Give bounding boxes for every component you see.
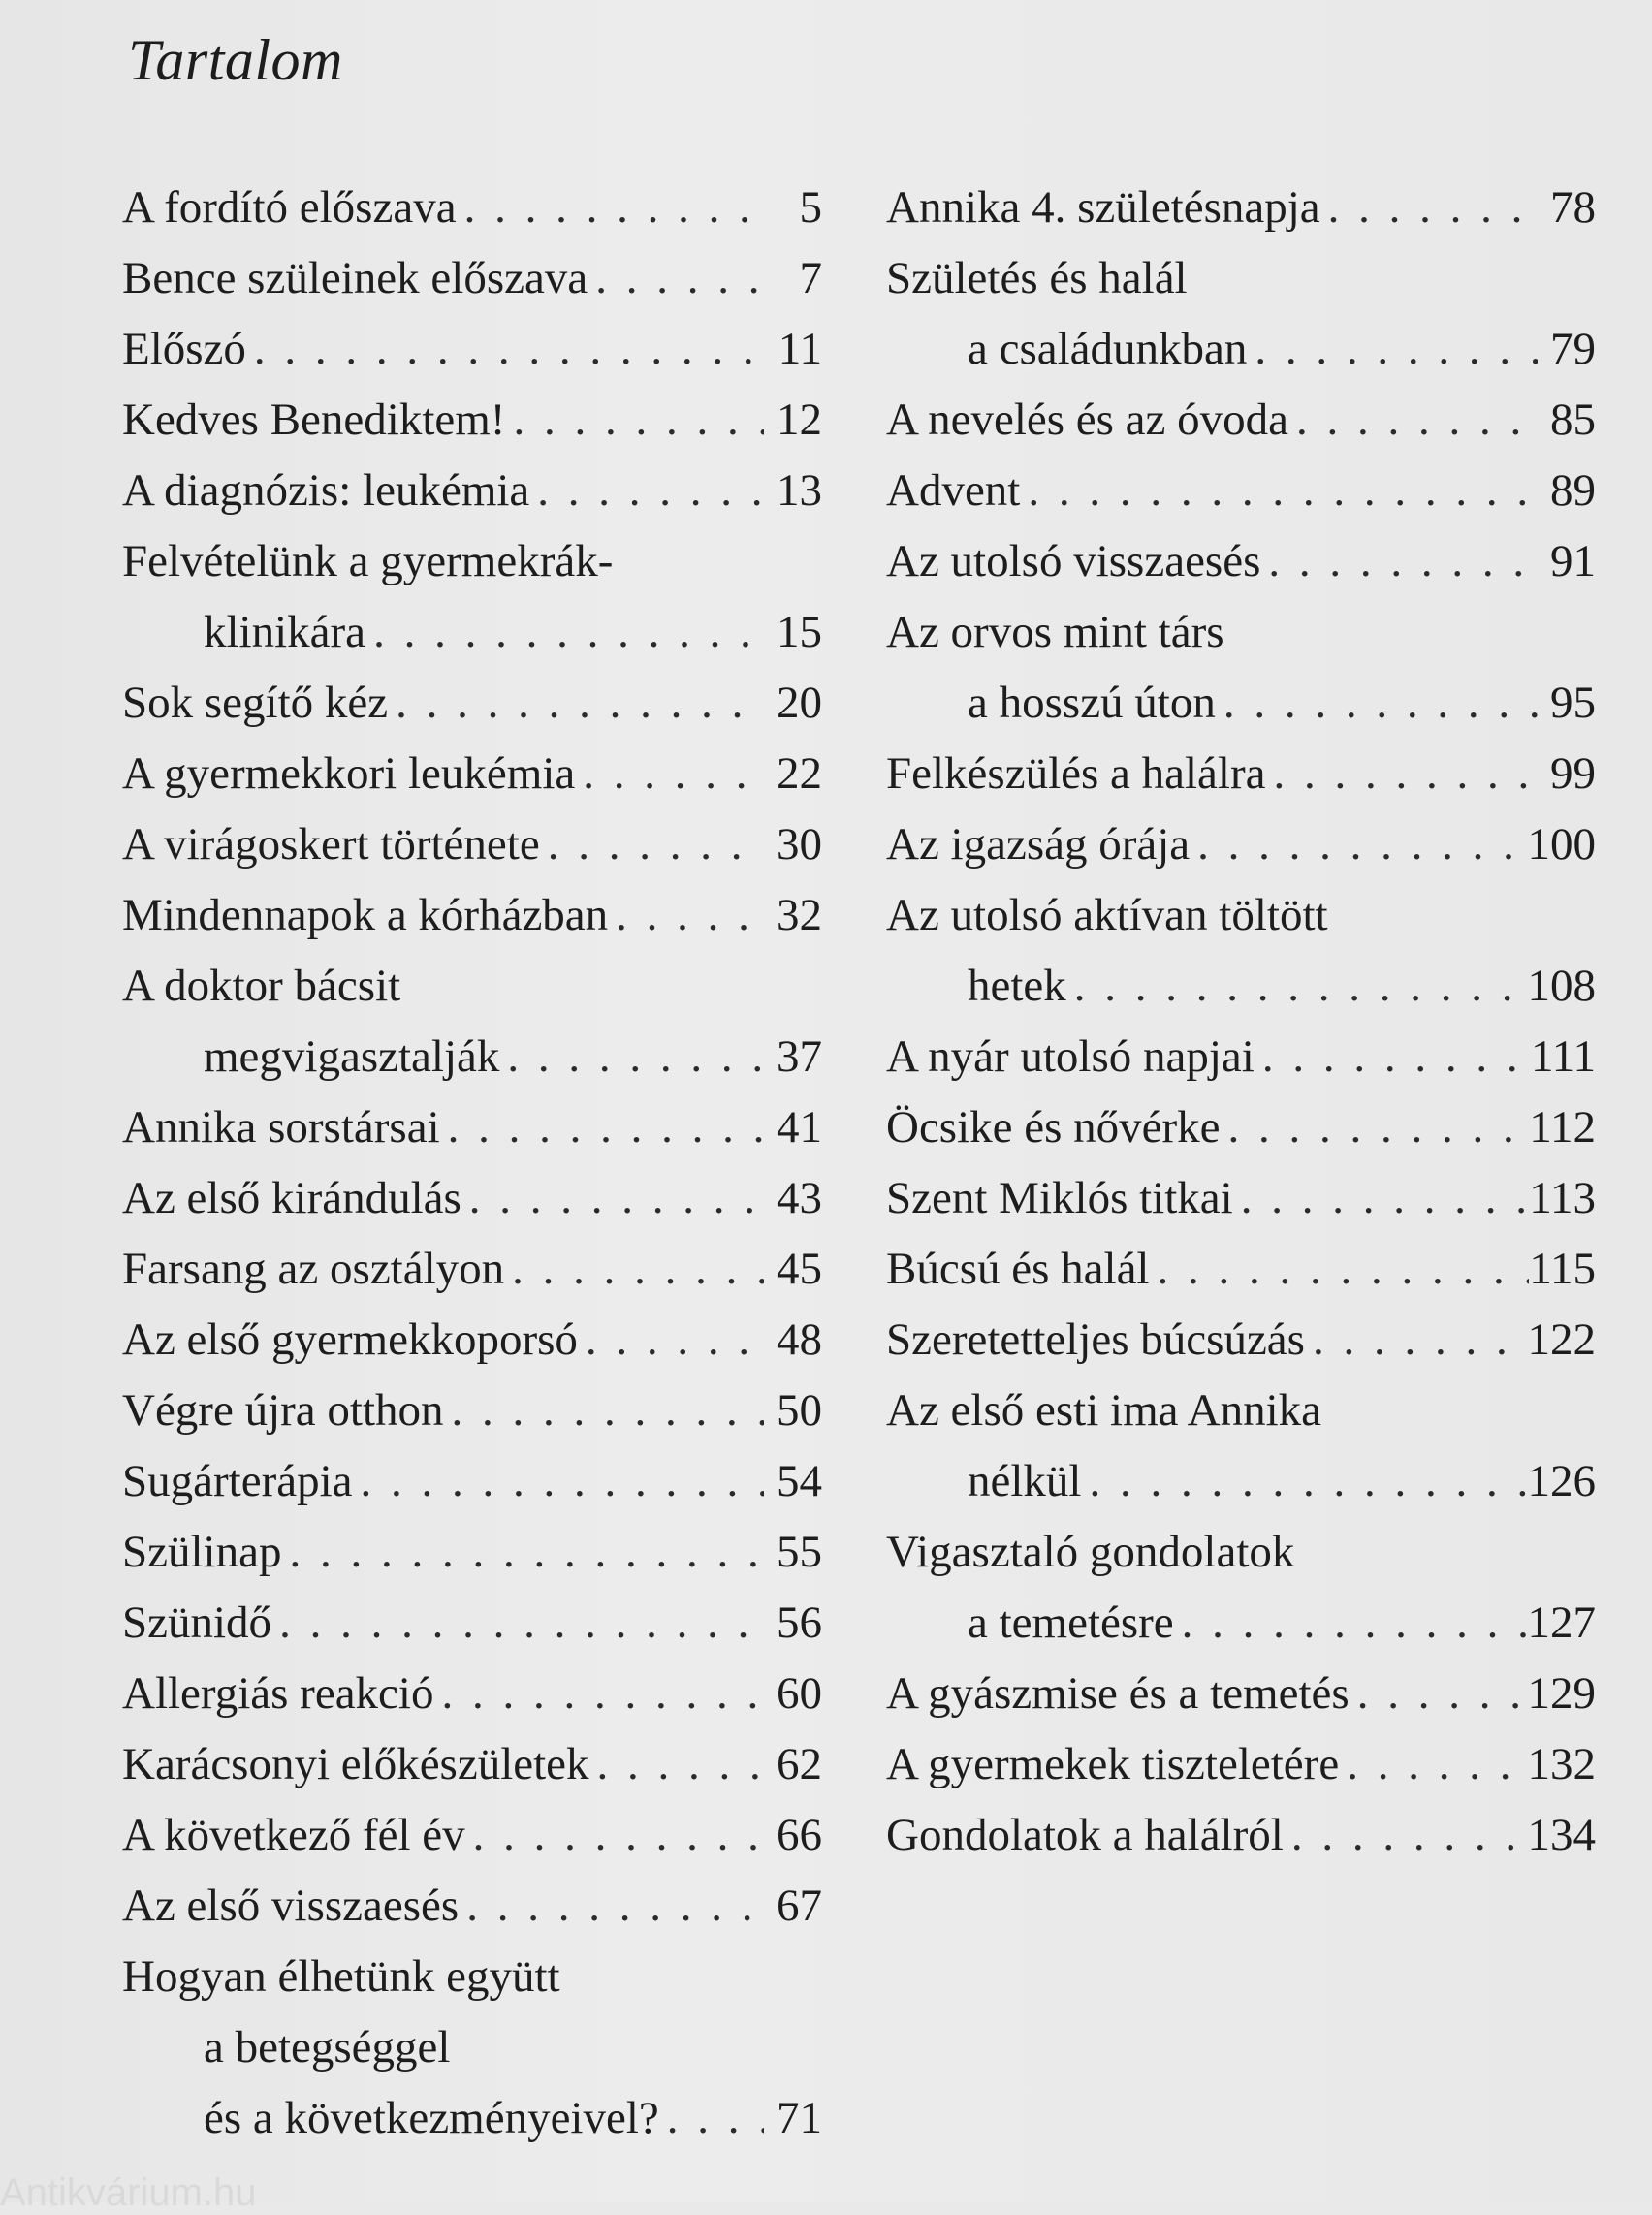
dot-leader — [1247, 314, 1538, 385]
dot-leader — [1305, 1305, 1528, 1376]
dot-leader — [659, 2083, 764, 2154]
toc-entry — [886, 1234, 1596, 1305]
dot-leader — [271, 1588, 764, 1659]
dot-leader — [1320, 173, 1538, 243]
toc-entry-title: és a következményeivel? — [204, 2093, 659, 2143]
toc-entry — [886, 526, 1596, 597]
dot-leader — [608, 880, 764, 951]
toc-entry — [886, 1517, 1596, 1659]
toc-page-number: 112 — [1529, 1102, 1596, 1153]
toc-entry — [122, 1305, 822, 1376]
toc-page-number: 7 — [799, 253, 822, 303]
toc-page-number: 95 — [1550, 678, 1596, 728]
toc-entry — [122, 1729, 822, 1800]
toc-page-number: 66 — [777, 1810, 822, 1860]
toc-entry — [122, 1517, 822, 1588]
toc-page-number: 48 — [777, 1314, 822, 1365]
toc-entry-title: Bence szüleinek előszava — [122, 253, 588, 303]
dot-leader — [1174, 1588, 1528, 1659]
toc-page-number: 127 — [1527, 1598, 1596, 1648]
toc-entry-line — [122, 1163, 822, 1234]
toc-entry-title: Kedves Benediktem! — [122, 395, 506, 445]
toc-entry — [122, 1234, 822, 1305]
dot-leader — [461, 1163, 764, 1234]
toc-page-number: 13 — [777, 465, 822, 516]
toc-page-number: 20 — [777, 678, 822, 728]
toc-entry-line — [122, 1659, 822, 1729]
toc-entry-line — [886, 1022, 1596, 1092]
toc-entry — [122, 880, 822, 951]
toc-entry — [886, 456, 1596, 526]
toc-entry-line — [122, 173, 822, 243]
toc-entry-title: hetek — [968, 961, 1066, 1011]
toc-page-number: 32 — [777, 890, 822, 940]
toc-entry — [886, 173, 1596, 243]
toc-entry — [122, 1800, 822, 1871]
toc-entry-line — [886, 1234, 1596, 1305]
toc-entry — [122, 456, 822, 526]
toc-entry-line — [122, 1729, 822, 1800]
toc-entry — [122, 243, 822, 314]
toc-page-number: 85 — [1550, 395, 1596, 445]
toc-entry-line — [122, 1871, 822, 1942]
toc-entry-title: klinikára — [204, 607, 366, 657]
toc-entry — [122, 809, 822, 880]
toc-page-number: 54 — [777, 1456, 822, 1506]
toc-entry-title: Mindennapok a kórházban — [122, 890, 609, 940]
toc-entry-title: A gyermekek tiszteletére — [886, 1739, 1340, 1789]
toc-entry-title: Az első gyermekkoporsó — [122, 1314, 578, 1365]
dot-leader — [1266, 739, 1539, 809]
toc-entry-line — [886, 880, 1596, 951]
toc-entry — [886, 385, 1596, 456]
toc-page-number: 60 — [777, 1668, 822, 1719]
toc-page-number: 78 — [1550, 182, 1596, 233]
dot-leader — [433, 1659, 764, 1729]
toc-entry-line — [122, 243, 822, 314]
toc-entry-title: Az orvos mint társ — [886, 607, 1224, 657]
dot-leader — [504, 1234, 764, 1305]
toc-entry-line — [122, 1305, 822, 1376]
toc-entry-title: A gyermekkori leukémia — [122, 748, 576, 799]
toc-page-number: 79 — [1550, 324, 1596, 374]
toc-page-number: 99 — [1550, 748, 1596, 799]
page-title: Tartalom — [128, 28, 343, 92]
toc-entry-line — [122, 1376, 822, 1446]
toc-page-number: 45 — [777, 1244, 822, 1294]
toc-entry-title: Szülinap — [122, 1527, 282, 1577]
dot-leader — [1020, 456, 1538, 526]
toc-entry-line — [886, 1305, 1596, 1376]
toc-entry-title: A nevelés és az óvoda — [886, 395, 1289, 445]
toc-entry — [886, 1163, 1596, 1234]
toc-entry — [886, 880, 1596, 1022]
dot-leader — [465, 1800, 764, 1871]
toc-entry-line — [886, 1800, 1596, 1871]
toc-page-number: 71 — [777, 2093, 822, 2143]
toc-entry-title: Az első kirándulás — [122, 1173, 461, 1223]
toc-entry — [122, 739, 822, 809]
toc-entry-title: Szeretetteljes búcsúzás — [886, 1314, 1305, 1365]
toc-page-number: 15 — [777, 607, 822, 657]
toc-page-number: 113 — [1529, 1173, 1596, 1223]
toc-entry-line — [122, 1234, 822, 1305]
toc-entry-line — [122, 314, 822, 385]
toc-page-number: 22 — [777, 748, 822, 799]
toc-entry-title: A nyár utolsó napjai — [886, 1031, 1255, 1082]
dot-leader — [281, 1517, 764, 1588]
toc-entry-line — [886, 1446, 1596, 1517]
toc-entry — [122, 1659, 822, 1729]
toc-page-number: 108 — [1527, 961, 1596, 1011]
toc-entry-title: Az első esti ima Annika — [886, 1385, 1322, 1436]
toc-entry-line — [122, 456, 822, 526]
toc-entry-line — [122, 668, 822, 739]
toc-entry-line — [886, 1729, 1596, 1800]
dot-leader — [1288, 385, 1538, 456]
toc-page-number: 5 — [799, 182, 822, 233]
toc-page-number: 67 — [777, 1881, 822, 1931]
dot-leader — [540, 809, 764, 880]
toc-entry — [886, 1022, 1596, 1092]
toc-page-number: 100 — [1527, 819, 1596, 870]
dot-leader — [1190, 809, 1527, 880]
toc-entry-title: Hogyan élhetünk együtt — [122, 1951, 560, 2002]
toc-page-number: 50 — [777, 1385, 822, 1436]
dot-leader — [578, 1305, 764, 1376]
toc-entry-line — [122, 2083, 822, 2154]
toc-page-number: 91 — [1550, 536, 1596, 586]
toc-entry — [122, 385, 822, 456]
toc-entry — [122, 1092, 822, 1163]
dot-leader — [529, 456, 764, 526]
toc-entry-title: a hosszú úton — [968, 678, 1216, 728]
toc-page-number: 126 — [1527, 1456, 1596, 1506]
toc-entry-line — [886, 314, 1596, 385]
toc-entry — [886, 1729, 1596, 1800]
toc-entry — [886, 809, 1596, 880]
toc-entry — [886, 1305, 1596, 1376]
toc-page-number: 62 — [777, 1739, 822, 1789]
toc-entry — [886, 1659, 1596, 1729]
toc-entry — [886, 1376, 1596, 1517]
toc-right-column — [886, 173, 1596, 1871]
dot-leader — [1221, 1092, 1530, 1163]
toc-entry — [122, 314, 822, 385]
toc-page-number: 122 — [1527, 1314, 1596, 1365]
toc-entry-line — [122, 597, 822, 668]
toc-entry-line — [886, 385, 1596, 456]
toc-entry — [122, 173, 822, 243]
toc-entry-line — [122, 1517, 822, 1588]
toc-entry — [886, 1800, 1596, 1871]
toc-page-number: 129 — [1527, 1668, 1596, 1719]
toc-entry-line — [886, 1659, 1596, 1729]
dot-leader — [457, 173, 764, 243]
dot-leader — [1150, 1234, 1530, 1305]
dot-leader — [588, 243, 764, 314]
toc-entry-line — [886, 243, 1596, 314]
toc-entry-title: A virágoskert története — [122, 819, 540, 870]
toc-entry-title: Farsang az osztályon — [122, 1244, 505, 1294]
dot-leader — [1081, 1446, 1527, 1517]
toc-entry-title: megvigasztalják — [204, 1031, 500, 1082]
toc-entry-line — [886, 526, 1596, 597]
toc-entry-line — [122, 951, 822, 1022]
dot-leader — [388, 668, 764, 739]
toc-entry-title: Szent Miklós titkai — [886, 1173, 1233, 1223]
toc-entry — [122, 1588, 822, 1659]
toc-entry-line — [886, 1517, 1596, 1588]
toc-entry — [122, 951, 822, 1092]
dot-leader — [589, 1729, 764, 1800]
toc-entry-line — [886, 456, 1596, 526]
toc-entry-line — [886, 597, 1596, 668]
toc-entry — [122, 526, 822, 668]
dot-leader — [1216, 668, 1538, 739]
toc-page-number: 37 — [777, 1031, 822, 1082]
toc-entry — [122, 1163, 822, 1234]
toc-entry-title: Sok segítő kéz — [122, 678, 389, 728]
toc-entry — [122, 1942, 822, 2154]
toc-entry-title: Allergiás reakció — [122, 1668, 434, 1719]
toc-entry-title: Végre újra otthon — [122, 1385, 444, 1436]
toc-entry-line — [122, 1588, 822, 1659]
toc-entry-line — [886, 739, 1596, 809]
toc-entry-title: Vigasztaló gondolatok — [886, 1527, 1295, 1577]
toc-entry-title: Szünidő — [122, 1598, 272, 1648]
toc-entry-line — [122, 526, 822, 597]
toc-entry-title: nélkül — [968, 1456, 1082, 1506]
toc-entry-title: Annika 4. születésnapja — [886, 182, 1320, 233]
toc-entry-title: Az utolsó visszaesés — [886, 536, 1261, 586]
toc-entry — [122, 1376, 822, 1446]
dot-leader — [440, 1092, 764, 1163]
dot-leader — [1260, 526, 1538, 597]
toc-page-number: 11 — [778, 324, 822, 374]
toc-entry-line — [122, 1092, 822, 1163]
toc-entry-title: Gondolatok a halálról — [886, 1810, 1284, 1860]
dot-leader — [444, 1376, 764, 1446]
toc-page-number: 111 — [1530, 1031, 1596, 1082]
dot-leader — [1255, 1022, 1531, 1092]
dot-leader — [1233, 1163, 1530, 1234]
toc-entry-title: Búcsú és halál — [886, 1244, 1150, 1294]
toc-page-number: 89 — [1550, 465, 1596, 516]
toc-entry-title: Sugárterápia — [122, 1456, 353, 1506]
toc-entry — [886, 739, 1596, 809]
toc-entry — [122, 1871, 822, 1942]
toc-entry — [886, 1092, 1596, 1163]
dot-leader — [1350, 1659, 1528, 1729]
toc-entry-line — [886, 668, 1596, 739]
toc-entry-line — [122, 880, 822, 951]
toc-entry-line — [886, 1163, 1596, 1234]
dot-leader — [499, 1022, 764, 1092]
toc-entry — [886, 243, 1596, 385]
toc-page-number: 132 — [1527, 1739, 1596, 1789]
toc-entry-title: Felvételünk a gyermekrák- — [122, 536, 614, 586]
toc-entry-line — [122, 739, 822, 809]
toc-entry-line — [122, 1800, 822, 1871]
toc-entry-title: Annika sorstársai — [122, 1102, 440, 1153]
toc-entry — [886, 597, 1596, 739]
toc-page-number: 43 — [777, 1173, 822, 1223]
toc-entry-title: A gyászmise és a temetés — [886, 1668, 1350, 1719]
toc-entry-line — [122, 1446, 822, 1517]
toc-entry-line — [886, 173, 1596, 243]
toc-entry-title: Előszó — [122, 324, 246, 374]
toc-page-number: 115 — [1529, 1244, 1596, 1294]
toc-entry — [122, 1446, 822, 1517]
toc-entry-title: A diagnózis: leukémia — [122, 465, 530, 516]
toc-entry-title: Karácsonyi előkészületek — [122, 1739, 589, 1789]
toc-entry-line — [122, 1022, 822, 1092]
dot-leader — [353, 1446, 764, 1517]
dot-leader — [575, 739, 764, 809]
toc-left-column — [122, 173, 822, 2154]
toc-page-number: 30 — [777, 819, 822, 870]
toc-entry-title: Az első visszaesés — [122, 1881, 460, 1931]
dot-leader — [459, 1871, 764, 1942]
watermark: Antikvárium.hu — [0, 2171, 257, 2214]
toc-entry-title: a családunkban — [968, 324, 1248, 374]
dot-leader — [246, 314, 764, 385]
toc-entry-line — [886, 951, 1596, 1022]
toc-entry-line — [886, 1092, 1596, 1163]
toc-entry-line — [886, 1588, 1596, 1659]
toc-entry-title: Az utolsó aktívan töltött — [886, 890, 1328, 940]
toc-entry-line — [122, 809, 822, 880]
toc-entry-line — [122, 1942, 822, 2012]
toc-entry-title: A doktor bácsit — [122, 961, 401, 1011]
toc-entry-title: Születés és halál — [886, 253, 1188, 303]
toc-entry — [122, 668, 822, 739]
dot-leader — [505, 385, 764, 456]
toc-entry-line — [122, 2012, 822, 2083]
toc-entry-line — [886, 1376, 1596, 1446]
toc-page-number: 55 — [777, 1527, 822, 1577]
dot-leader — [1066, 951, 1528, 1022]
toc-entry-title: Felkészülés a halálra — [886, 748, 1266, 799]
toc-entry-title: Öcsike és nővérke — [886, 1102, 1221, 1153]
toc-entry-title: A fordító előszava — [122, 182, 457, 233]
dot-leader — [365, 597, 764, 668]
toc-page-number: 12 — [777, 395, 822, 445]
dot-leader — [1284, 1800, 1528, 1871]
toc-entry-title: A következő fél év — [122, 1810, 465, 1860]
toc-entry-title: a temetésre — [968, 1598, 1174, 1648]
toc-entry-title: Advent — [886, 465, 1021, 516]
toc-entry-line — [886, 809, 1596, 880]
toc-page-number: 41 — [777, 1102, 822, 1153]
toc-entry-title: Az igazság órája — [886, 819, 1191, 870]
toc-page-number: 134 — [1527, 1810, 1596, 1860]
toc-entry-title: a betegséggel — [204, 2022, 451, 2073]
dot-leader — [1339, 1729, 1527, 1800]
toc-page-number: 56 — [777, 1598, 822, 1648]
toc-entry-line — [122, 385, 822, 456]
